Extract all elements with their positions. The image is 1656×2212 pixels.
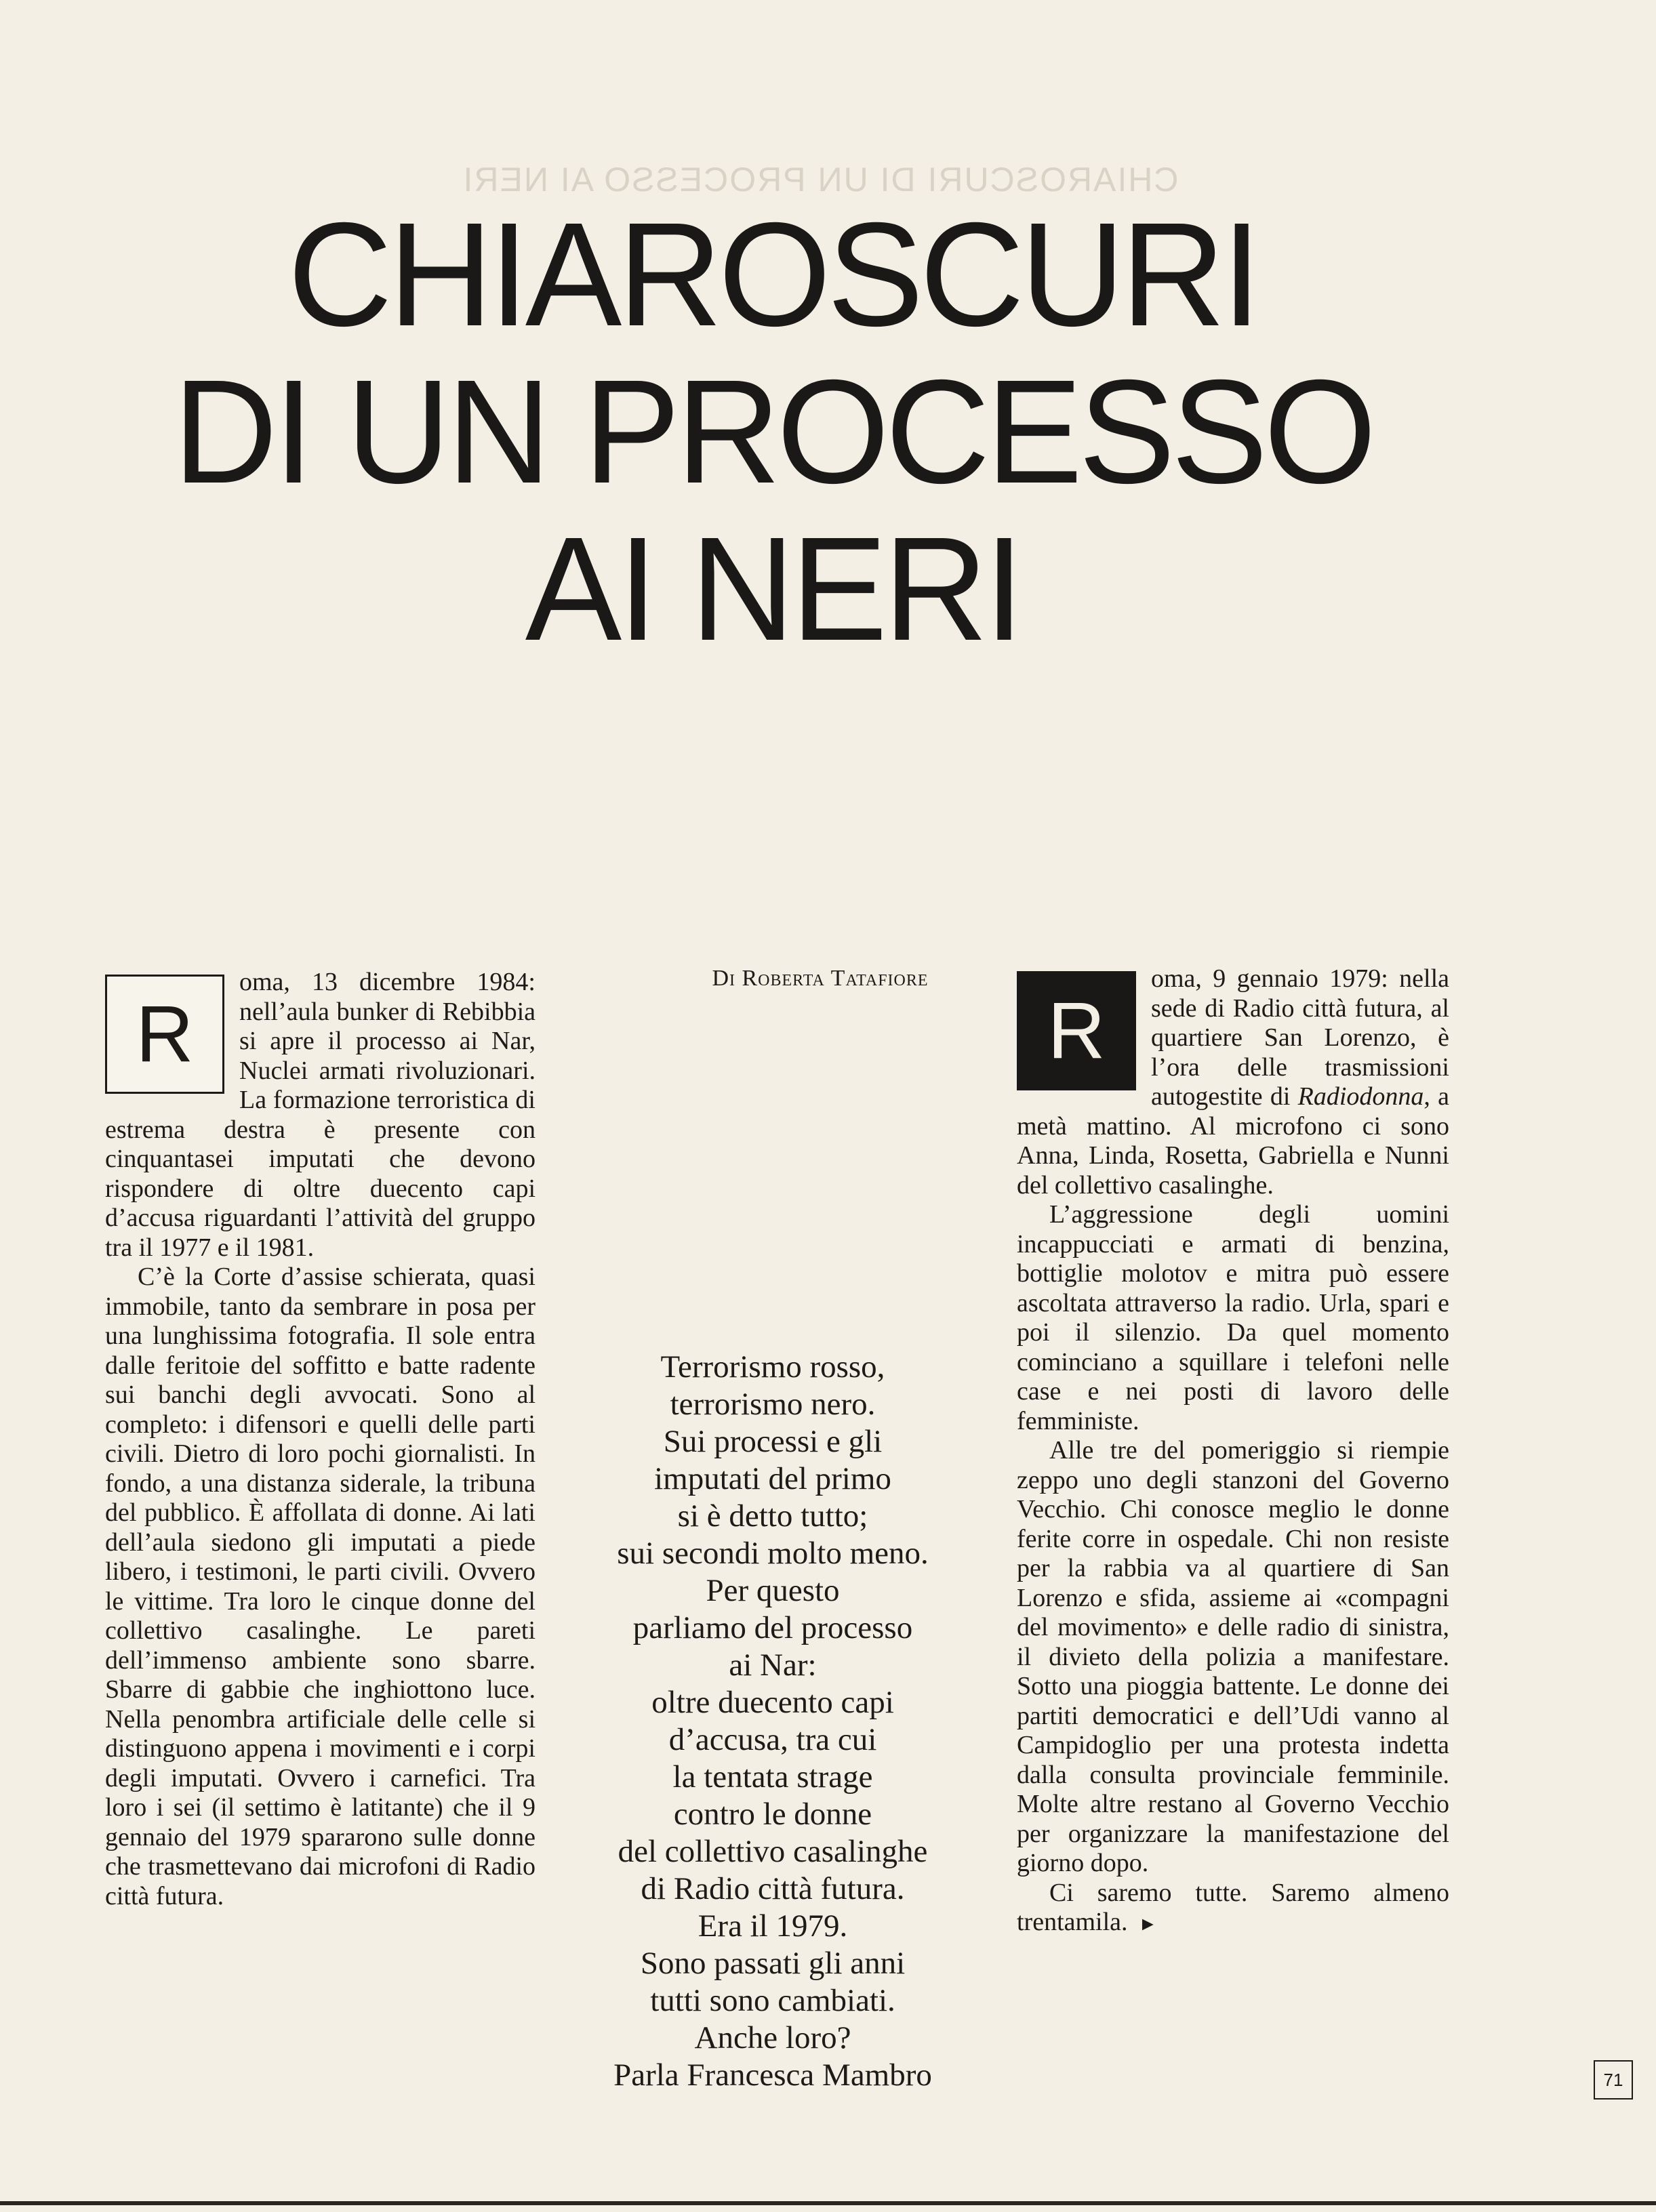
pull-quote-line: Sono passati gli anni [640, 1946, 906, 1981]
left-paragraph-2: C’è la Corte d’assise schierata, quasi immobile, tanto da sembrare in posa per una lunghissima fotografia. Il sole entra dalle feritoie del soffitto e batte radente sui banchi degli avvocati. Sono al completo: i difensori e quelli delle parti civili. Dietro di loro pochi giornalisti. In fondo, a una distanza siderale, la tribuna del pubblico. È affollata di donne. Ai lati dell’aula siedono gli imputati a piede libero, i testimoni, le parti civili. Ovvero le vittime. Tra loro le cinque donne del collettivo casalinghe. Le pareti dell’immenso ambiente sono sbarre. Sbarre di gabbie che inghiottono luce. Nella penombra artificiale delle celle si distinguono appena i movimenti e i corpi degli imputati. Ovvero i carnefici. Tra loro i sei (il settimo è latitante) che il 9 gennaio del 1979 spararono sulle donne che trasmettevano dai microfoni di Radio città futura. [105, 1263, 536, 1910]
pull-quote [542, 1349, 1003, 2094]
pull-quote-line: la tentata strage [672, 1759, 873, 1795]
headline-line-3: AI NERI [525, 507, 1021, 672]
pull-quote-line: imputati del primo [654, 1461, 891, 1496]
pull-quote-line: Sui processi e gli [663, 1424, 883, 1459]
headline-line-2: DI UN PROCESSO [173, 350, 1373, 514]
pull-quote-line: d’accusa, tra cui [668, 1722, 877, 1757]
right-paragraph-3: Alle tre del pomeriggio si riempie zeppo uno degli stanzoni del Governo Vecchio. Chi conosce meglio le donne ferite corre in ospedale. Chi non resiste per la rabbia va al quartiere di San Lorenzo e sfida, assieme ai «compagni del movimento» e delle radio di sinistra, il divieto della polizia a manifestare. Sotto una pioggia battente. Le donne dei partiti democratici e dell’Udi vanno al Campidoglio per una protesta indetta dalla consulta provinciale femminile. Molte altre restano al Governo Vecchio per organizzare la manifestazione del giorno dopo. [1017, 1436, 1449, 1877]
pull-quote-line: sui secondi molto meno. [617, 1536, 929, 1571]
continue-arrow-icon: ► [1138, 1914, 1158, 1935]
headline-line-1: CHIAROSCURI [287, 192, 1258, 357]
headline [108, 192, 1437, 672]
pull-quote-line: Anche loro? [694, 2020, 851, 2055]
dropcap-right: R [1017, 971, 1136, 1090]
pull-quote-line: ai Nar: [729, 1647, 817, 1683]
page-number: 71 [1594, 2060, 1633, 2100]
pull-quote-line: del collettivo casalinghe [618, 1834, 928, 1869]
pull-quote-line: Terrorismo rosso, [660, 1349, 885, 1385]
right-paragraph-4 [1017, 1879, 1449, 1940]
right-paragraph-2: L’aggressione degli uomini incappucciati e armati di benzina, bottiglie molotov e mitra può essere ascoltata attraverso la radio. Urla, spari e poi il silenzio. Da quel momento cominciano a squillare i telefoni nelle case e nei posti di lavoro delle femministe. [1017, 1200, 1449, 1435]
left-column [105, 968, 536, 1911]
page-bottom-edge [0, 2201, 1656, 2205]
bleed-through-text: CHIAROSCURI DI UN PROCESSO AI NERI [462, 161, 1179, 199]
pull-quote-line: Per questo [706, 1573, 840, 1608]
pull-quote-line: Era il 1979. [698, 1908, 848, 1944]
pull-quote-line: terrorismo nero. [670, 1387, 876, 1422]
pull-quote-line: parliamo del processo [632, 1610, 913, 1645]
pull-quote-line: contro le donne [673, 1797, 872, 1832]
left-paragraph-1: oma, 13 dicembre 1984: nell’aula bunker di Rebibbia si apre il processo ai Nar, Nuclei armati rivoluzionari. La formazione terroristica di estrema destra è presente con cinquantasei imputati che devono rispondere di oltre duecento capi d’accusa riguardanti l’attività del gruppo tra il 1977 e il 1981. [105, 968, 536, 1262]
byline: Di Roberta Tatafiore [712, 966, 929, 991]
program-name-italic: Radiodonna [1297, 1082, 1424, 1111]
right-column [1017, 964, 1449, 1940]
right-paragraph-4-text: Ci saremo tutte. Saremo almeno trentamila. [1017, 1878, 1449, 1936]
pull-quote-line: Parla Francesca Mambro [613, 2057, 932, 2093]
pull-quote-line: di Radio città futura. [641, 1871, 905, 1906]
right-paragraph-1-end: , a metà mattino. Al microfono ci sono Anna, Linda, Rosetta, Gabriella e Nunni del collettivo casalinghe. [1017, 1082, 1449, 1200]
pull-quote-line: si è detto tutto; [677, 1498, 868, 1534]
pull-quote-line: tutti sono cambiati. [650, 1983, 895, 2018]
pull-quote-line: oltre duecento capi [651, 1685, 894, 1720]
dropcap-left: R [105, 975, 224, 1094]
right-paragraph-1-start: oma, 9 gennaio 1979: nella sede di Radio città futura, al quartiere San Lorenzo, è l’ora delle trasmissioni autogestite di [1151, 964, 1449, 1111]
